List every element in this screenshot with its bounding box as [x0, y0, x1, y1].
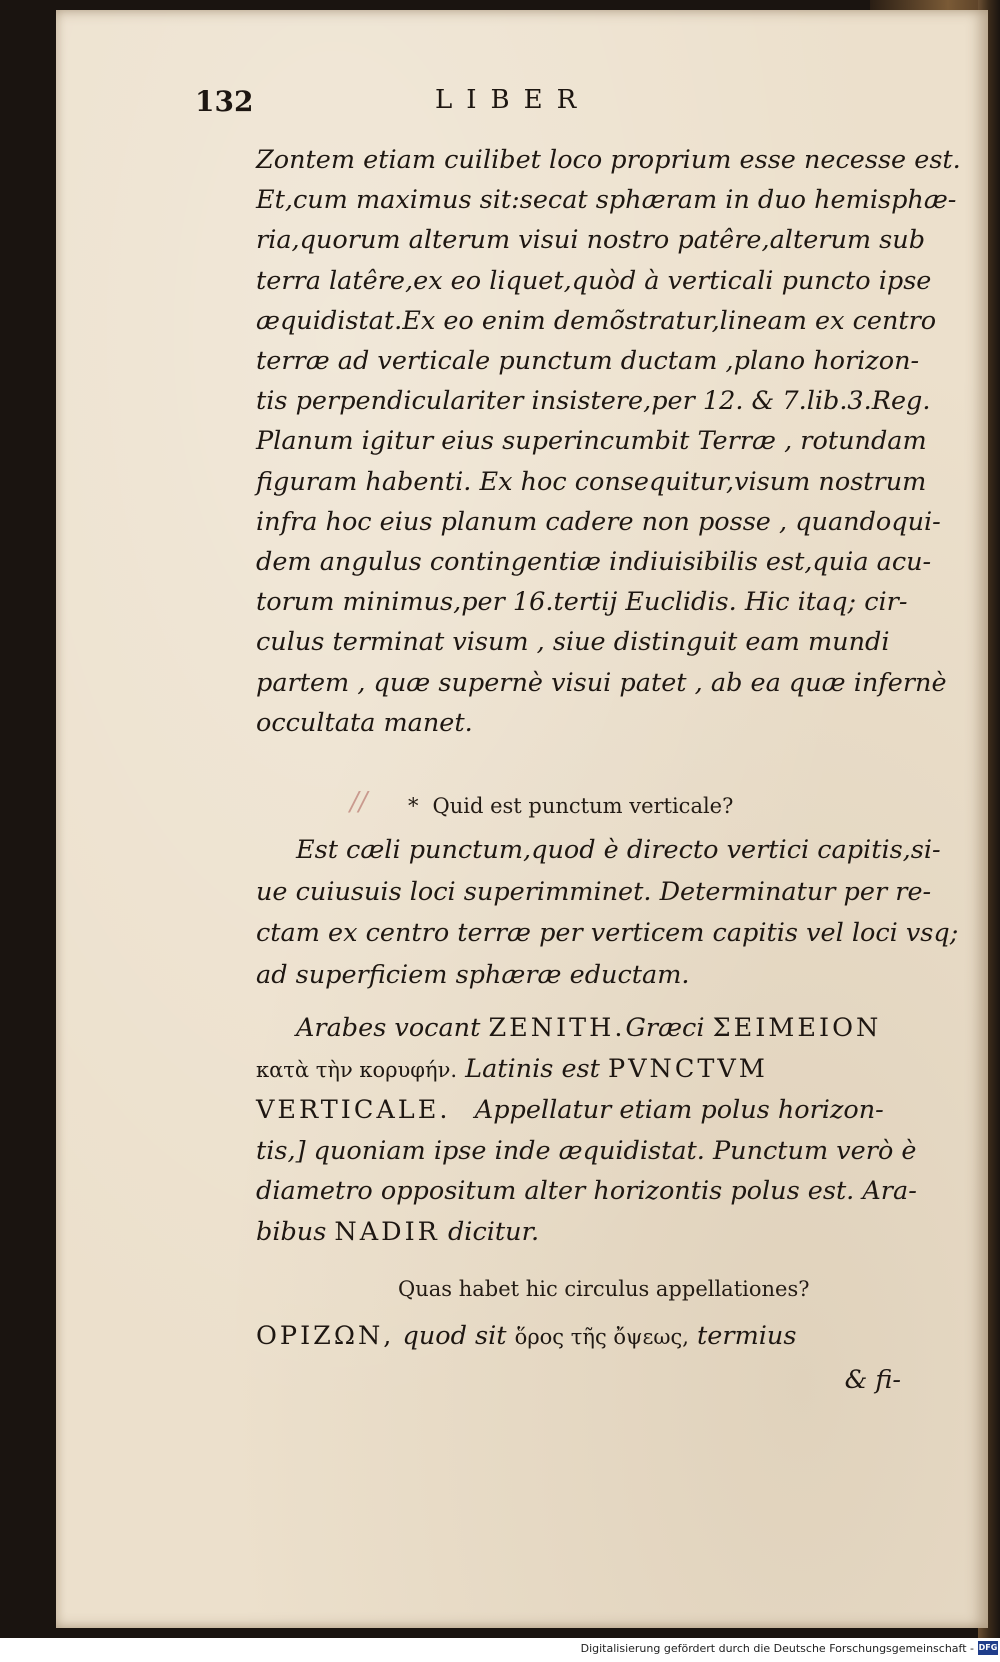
text-line: Est cæli punctum,quod è directo vertici capitis,si- — [296, 835, 941, 865]
question-text: Quas habet hic circulus appellationes? — [398, 1277, 810, 1301]
text-line — [256, 1008, 901, 1049]
greek-run: κατὰ τὴν κορυφήν. — [256, 1057, 458, 1082]
text-line: dem angulus contingentiæ indiuisibilis est,quia acu- — [256, 547, 932, 578]
page-number: 132 — [195, 85, 254, 118]
greek-run: ΟΡΙΖΩΝ, — [256, 1321, 395, 1351]
dfg-logo: DFG — [978, 1641, 998, 1655]
paragraph-horizon — [256, 140, 961, 743]
text-line: infra hoc eius planum cadere non posse , quandoqui- — [256, 506, 941, 537]
text-run: Arabes vocant — [296, 1013, 481, 1043]
text-run: Appellatur etiam polus horizon- — [474, 1095, 884, 1125]
text-line: Planum igitur eius superincumbit Terræ , rotundam — [256, 426, 927, 457]
text-run: PVNCTVM — [607, 1053, 768, 1084]
text-line — [256, 1090, 901, 1131]
greek-run: ὅρος τῆς ὄψεως, — [514, 1325, 689, 1349]
paragraph-appellations — [256, 1315, 901, 1402]
text-run: VERTICALE. — [256, 1095, 451, 1125]
paragraph-vertical-point — [256, 830, 959, 996]
text-line: partem , quæ supernè visui patet , ab ea quæ infernè — [256, 667, 947, 698]
text-run: termius — [697, 1321, 797, 1351]
question-heading — [398, 1277, 810, 1301]
text-run: Græci — [625, 1013, 705, 1043]
text-line: occultata manet. — [256, 707, 473, 738]
paragraph-zenith — [256, 1008, 917, 1252]
greek-run: ΣΕΙΜΕΙΟΝ — [712, 1013, 882, 1043]
text-line: tis perpendiculariter insistere,per 12. & 7.lib.3.Reg. — [256, 386, 931, 417]
running-head: LIBER — [435, 85, 591, 115]
text-run: ZENITH. — [488, 1013, 626, 1043]
text-line: ue cuiusuis loci superimminet. Determinatur per re- — [256, 876, 932, 907]
footer-bar — [0, 1638, 1000, 1662]
text-line: æquidistat.Ex eo enim demõstratur,lineam ex centro — [256, 305, 937, 336]
text-run: Latinis est — [465, 1053, 600, 1084]
text-line: terræ ad verticale punctum ductam ,plano horizon- — [256, 346, 920, 377]
text-run: NADIR — [334, 1216, 440, 1247]
text-line — [256, 1049, 901, 1091]
text-line: ctam ex centro terræ per verticem capitis vel loci vsq; — [256, 918, 959, 948]
text-line: ad superficiem sphæræ eductam. — [256, 959, 690, 990]
text-line: Zontem etiam cuilibet loco proprium esse necesse est. — [256, 145, 961, 175]
text-line: terra latêre,ex eo liquet,quòd à verticali puncto ipse — [256, 265, 932, 296]
text-line: tis,] quoniam ipse inde æquidistat. Punctum verò è — [256, 1135, 917, 1166]
question-text: Quid est punctum verticale? — [432, 794, 734, 818]
pencil-annotation: // — [350, 787, 368, 817]
text-line: & fi- — [844, 1365, 901, 1395]
text-line — [256, 1212, 901, 1253]
text-run: dicitur. — [447, 1216, 540, 1247]
question-heading — [408, 794, 733, 818]
text-line: ria,quorum alterum visui nostro patêre,alterum sub — [256, 225, 926, 256]
text-line: diametro oppositum alter horizontis polus est. Ara- — [256, 1176, 917, 1206]
text-line: torum minimus,per 16.tertij Euclidis. Hic itaq; cir- — [256, 587, 908, 618]
text-run: bibus — [256, 1216, 327, 1247]
footer-credit: Digitalisierung gefördert durch die Deutsche Forschungsgemeinschaft - — [580, 1642, 974, 1655]
text-line — [256, 1315, 901, 1359]
asterisk-marker: * — [408, 794, 419, 818]
page-header — [195, 85, 895, 125]
text-line: figuram habenti. Ex hoc consequitur,visum nostrum — [256, 466, 927, 497]
text-run: quod sit — [402, 1321, 507, 1351]
text-line: culus terminat visum , siue distinguit eam mundi — [256, 627, 890, 658]
text-line: Et,cum maximus sit:secat sphæram in duo hemisphæ- — [256, 185, 957, 216]
